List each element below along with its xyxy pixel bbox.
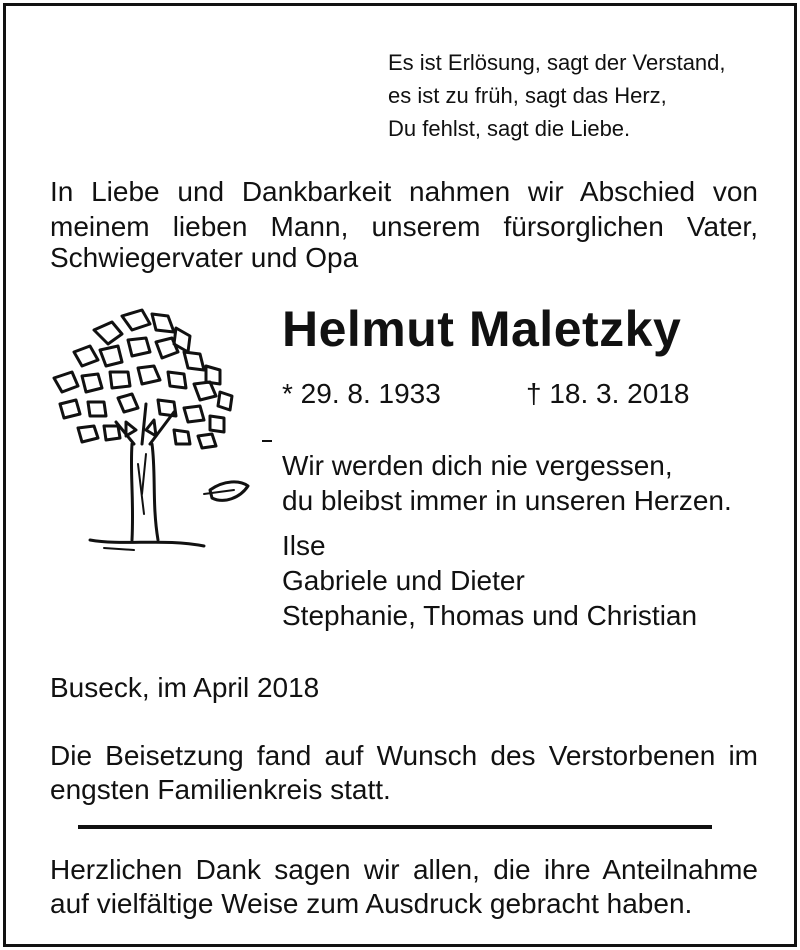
tree-icon: [34, 294, 254, 564]
tribute-line-1: Wir werden dich nie vergessen,: [282, 450, 673, 481]
intro-line-1: In Liebe und Dankbarkeit nahmen wir Abschied von: [50, 176, 758, 207]
intro-paragraph: [50, 174, 758, 244]
thanks-line-1: Herzlichen Dank sagen wir allen, die ihre Anteilnahme: [50, 854, 758, 885]
deceased-name: Helmut Maletzky: [282, 301, 682, 357]
obituary-notice: [3, 3, 797, 947]
thanks-paragraph: [50, 852, 758, 887]
intro-line-3: Schwiegervater und Opa: [50, 242, 359, 273]
birth-date: * 29. 8. 1933: [282, 378, 441, 409]
burial-line-1: Die Beisetzung fand auf Wunsch des Verstorbenen im: [50, 740, 758, 771]
mourner-2: Gabriele und Dieter: [282, 565, 525, 596]
divider-line: [78, 825, 712, 829]
tribute-line-2: du bleibst immer in unseren Herzen.: [282, 485, 732, 516]
poem-line-3: Du fehlst, sagt die Liebe.: [388, 116, 631, 141]
burial-line-2: engsten Familienkreis statt.: [50, 774, 391, 805]
small-dash: [262, 440, 272, 442]
death-date: † 18. 3. 2018: [526, 378, 690, 409]
poem-line-1: Es ist Erlösung, sagt der Verstand,: [388, 50, 726, 75]
mourner-1: Ilse: [282, 530, 326, 561]
burial-paragraph: [50, 738, 758, 773]
thanks-line-2: auf vielfältige Weise zum Ausdruck gebracht haben.: [50, 888, 693, 919]
intro-line-2: meinem lieben Mann, unserem fürsorglichen Vater,: [50, 211, 758, 242]
mourner-3: Stephanie, Thomas und Christian: [282, 600, 698, 631]
poem-line-2: es ist zu früh, sagt das Herz,: [388, 83, 667, 108]
place-date: Buseck, im April 2018: [50, 672, 320, 703]
